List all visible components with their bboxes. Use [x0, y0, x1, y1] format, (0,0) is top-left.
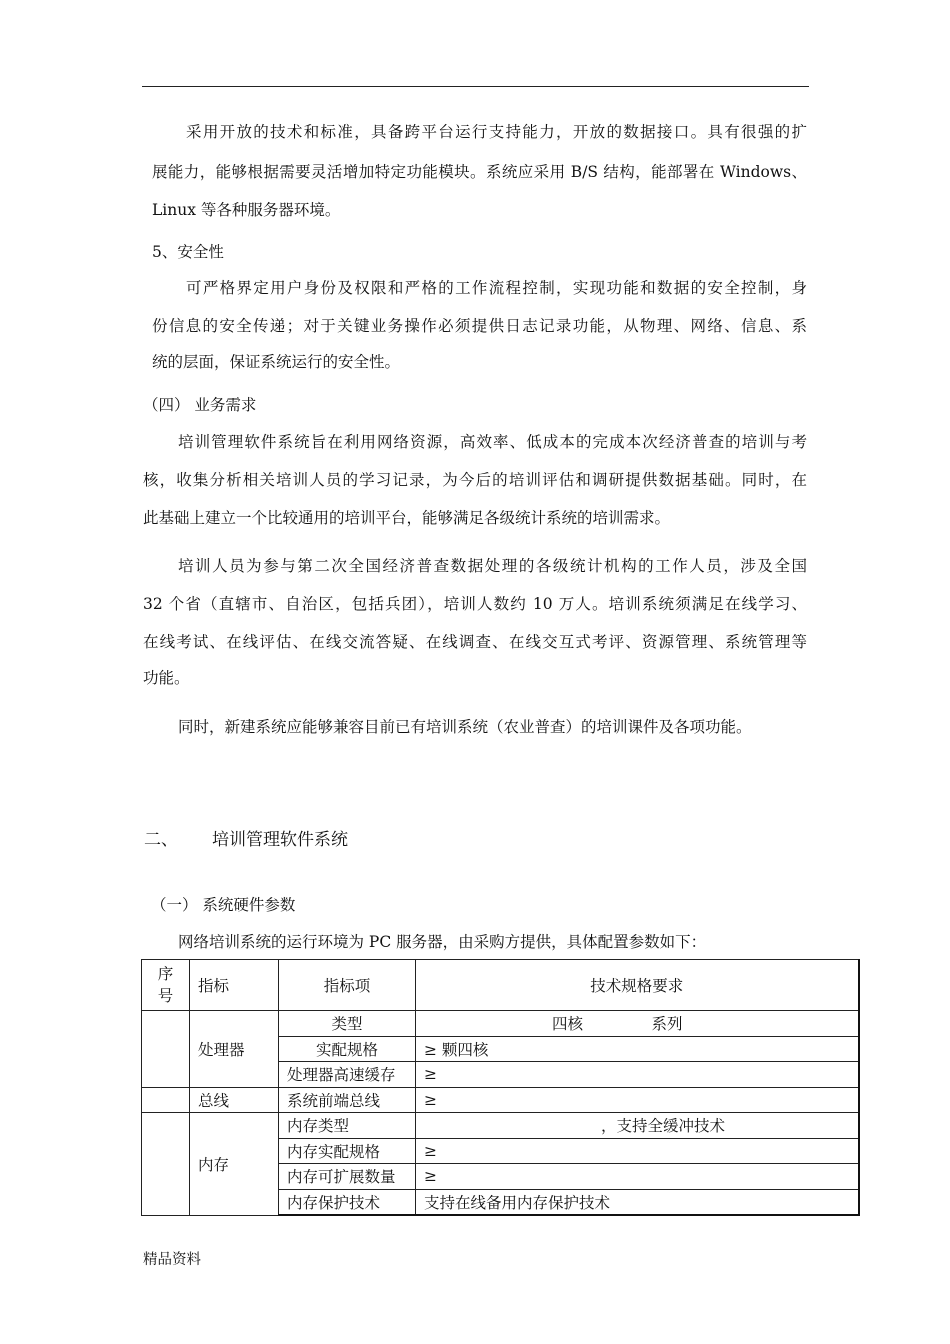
table-row [142, 1113, 859, 1139]
chapter-title: 培训管理软件系统 [212, 830, 348, 850]
header-rule [142, 86, 809, 87]
table-row [142, 1087, 859, 1113]
item-cell: 内存可扩展数量 [279, 1164, 416, 1190]
item-cell: 处理器高速缓存 [279, 1062, 416, 1088]
group-memory: 内存 [190, 1113, 279, 1216]
table-intro: 网络培训系统的运行环境为 PC 服务器，由采购方提供，具体配置参数如下： [178, 933, 707, 951]
table-header-row [142, 960, 859, 1011]
table-row [142, 1011, 859, 1037]
spec-cell: ≥ 颗四核 [416, 1036, 859, 1062]
spec-cell: ≥ [416, 1062, 859, 1088]
paragraph-line: Linux 等各种服务器环境。 [152, 201, 341, 219]
paragraph-line: 采用开放的技术和标准，具备跨平台运行支持能力，开放的数据接口。具有很强的扩 [186, 123, 807, 141]
hardware-heading: （一） 系统硬件参数 [151, 896, 296, 914]
chapter-number: 二、 [144, 830, 178, 850]
paragraph-line: 同时，新建系统应能够兼容目前已有培训系统（农业普查）的培训课件及各项功能。 [178, 718, 752, 736]
paragraph-line: 培训管理软件系统旨在利用网络资源，高效率、低成本的完成本次经济普查的培训与考 [178, 433, 807, 451]
header-spec: 技术规格要求 [416, 960, 859, 1011]
item-cell: 内存实配规格 [279, 1138, 416, 1164]
spec-cell: ≥ [416, 1138, 859, 1164]
security-heading: 5、安全性 [152, 243, 224, 261]
footer-label: 精品资料 [143, 1252, 201, 1268]
paragraph-line: 功能。 [143, 669, 190, 687]
group-cpu: 处理器 [190, 1011, 279, 1088]
paragraph-line: 展能力，能够根据需要灵活增加特定功能模块。系统应采用 B/S 结构，能部署在 Windows、 [152, 163, 807, 181]
item-cell: 内存类型 [279, 1113, 416, 1139]
paragraph-line: 可严格界定用户身份及权限和严格的工作流程控制，实现功能和数据的安全控制，身 [186, 279, 807, 297]
header-indicator: 指标 [190, 960, 279, 1011]
hardware-spec-table [141, 959, 860, 1216]
paragraph-line: 统的层面，保证系统运行的安全性。 [152, 353, 401, 371]
paragraph-line: 在线考试、在线评估、在线交流答疑、在线调查、在线交互式考评、资源管理、系统管理等 [143, 633, 807, 651]
spec-cell: ，支持全缓冲技术 [416, 1113, 859, 1139]
item-cell: 类型 [279, 1011, 416, 1037]
group-bus: 总线 [190, 1087, 279, 1113]
paragraph-line: 32 个省（直辖市、自治区，包括兵团），培训人数约 10 万人。培训系统须满足在线学习、 [143, 595, 807, 613]
header-seq: 序 号 [142, 960, 190, 1011]
business-heading: （四） 业务需求 [143, 396, 257, 414]
spec-cell: ≥ [416, 1087, 859, 1113]
spec-cell: ≥ [416, 1164, 859, 1190]
item-cell: 系统前端总线 [279, 1087, 416, 1113]
seq-cell [142, 1011, 190, 1088]
item-cell: 实配规格 [279, 1036, 416, 1062]
seq-cell [142, 1113, 190, 1216]
spec-cell: 四核 系列 [416, 1011, 859, 1037]
seq-cell [142, 1087, 190, 1113]
header-item: 指标项 [279, 960, 416, 1011]
paragraph-line: 培训人员为参与第二次全国经济普查数据处理的各级统计机构的工作人员，涉及全国 [178, 557, 807, 575]
paragraph-line: 核，收集分析相关培训人员的学习记录，为今后的培训评估和调研提供数据基础。同时，在 [143, 471, 807, 489]
item-cell: 内存保护技术 [279, 1189, 416, 1215]
paragraph-line: 份信息的安全传递；对于关键业务操作必须提供日志记录功能，从物理、网络、信息、系 [152, 317, 807, 335]
spec-cell: 支持在线备用内存保护技术 [416, 1189, 859, 1215]
paragraph-line: 此基础上建立一个比较通用的培训平台，能够满足各级统计系统的培训需求。 [143, 509, 671, 527]
